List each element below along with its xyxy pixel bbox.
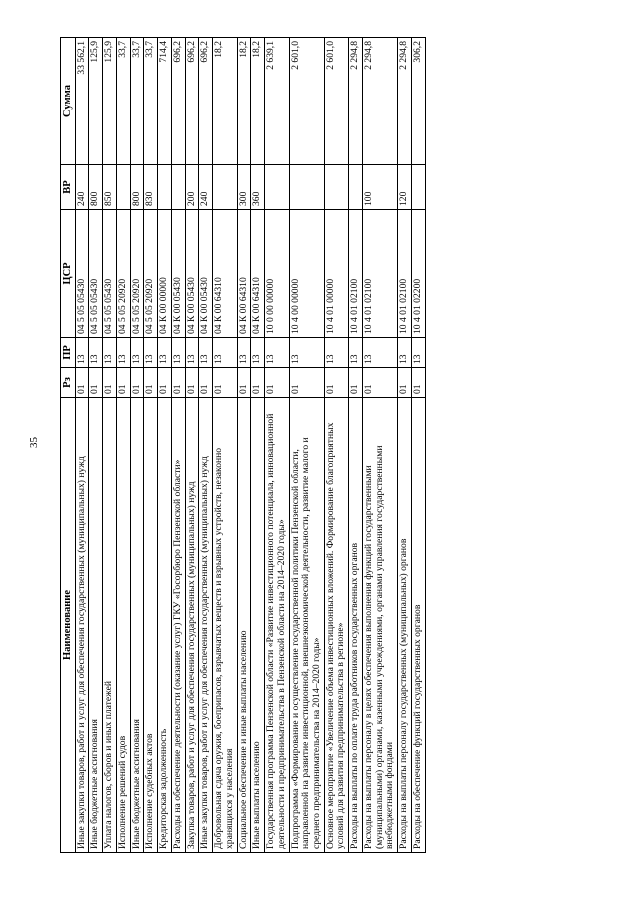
cell-sum: 33 562,1 bbox=[75, 38, 89, 165]
cell-csr: 04 5 05 05430 bbox=[75, 210, 89, 338]
cell-rz: 01 bbox=[251, 368, 265, 398]
cell-pr: 13 bbox=[144, 338, 158, 368]
table-row bbox=[251, 38, 265, 853]
cell-csr: 04 К 00 00000 bbox=[158, 210, 172, 338]
cell-vr bbox=[265, 165, 289, 210]
cell-vr bbox=[116, 165, 130, 210]
cell-vr: 120 bbox=[398, 165, 412, 210]
cell-csr: 04 К 00 64310 bbox=[251, 210, 265, 338]
table-row bbox=[289, 38, 324, 853]
cell-csr: 10 4 01 02100 bbox=[398, 210, 412, 338]
cell-vr: 240 bbox=[75, 165, 89, 210]
cell-rz: 01 bbox=[324, 368, 348, 398]
cell-csr: 10 4 01 00000 bbox=[324, 210, 348, 338]
cell-vr: 200 bbox=[185, 165, 199, 210]
cell-name: Подпрограмма «Формирование и осуществление государственной политики Пензенской области, направленной на развитие инвестиционной, внешнеэкономической деятельности, развитие малого и среднего предпринимательства на 2014–2020 годы» bbox=[289, 398, 324, 853]
cell-sum: 33,7 bbox=[144, 38, 158, 165]
cell-pr: 13 bbox=[213, 338, 237, 368]
cell-rz: 01 bbox=[362, 368, 397, 398]
cell-csr: 04 5 05 05430 bbox=[89, 210, 103, 338]
cell-sum: 33,7 bbox=[116, 38, 130, 165]
table-row bbox=[411, 38, 425, 853]
cell-sum: 2 639,1 bbox=[265, 38, 289, 165]
rotated-table-container bbox=[60, 38, 568, 853]
cell-rz: 01 bbox=[199, 368, 213, 398]
cell-rz: 01 bbox=[130, 368, 144, 398]
header-rz: Рз bbox=[61, 368, 76, 398]
cell-name: Расходы на обеспечение деятельности (оказание услуг) ГКУ «Госорбюро Пензенской области» bbox=[171, 398, 185, 853]
cell-pr: 13 bbox=[116, 338, 130, 368]
cell-vr bbox=[158, 165, 172, 210]
cell-name: Иные закупки товаров, работ и услуг для обеспечения государственных (муниципальных) нужд bbox=[75, 398, 89, 853]
cell-pr: 13 bbox=[75, 338, 89, 368]
table-row bbox=[130, 38, 144, 853]
cell-name: Расходы на обеспечение функций государственных органов bbox=[411, 398, 425, 853]
table-row bbox=[185, 38, 199, 853]
cell-pr: 13 bbox=[158, 338, 172, 368]
cell-csr: 04 К 00 05430 bbox=[171, 210, 185, 338]
cell-pr: 13 bbox=[185, 338, 199, 368]
cell-sum: 2 294,8 bbox=[362, 38, 397, 165]
cell-sum: 696,2 bbox=[199, 38, 213, 165]
cell-name: Государственная программа Пензенской области «Развитие инвестиционного потенциала, инновационной деятельности и предпринимательства в Пензенской области на 2014–2020 годы» bbox=[265, 398, 289, 853]
cell-vr bbox=[171, 165, 185, 210]
table-row bbox=[213, 38, 237, 853]
cell-name: Иные бюджетные ассигнования bbox=[89, 398, 103, 853]
table-row bbox=[199, 38, 213, 853]
cell-rz: 01 bbox=[185, 368, 199, 398]
cell-pr: 13 bbox=[237, 338, 251, 368]
cell-pr: 13 bbox=[349, 338, 363, 368]
table-row bbox=[144, 38, 158, 853]
cell-pr: 13 bbox=[251, 338, 265, 368]
table-row bbox=[398, 38, 412, 853]
cell-pr: 13 bbox=[411, 338, 425, 368]
cell-rz: 01 bbox=[289, 368, 324, 398]
cell-name: Расходы на выплаты персоналу в целях обеспечения выполнения функций государственными (муниципальными) органами, казенными учреждениями, органами управления государственными внебюджетными фондами bbox=[362, 398, 397, 853]
cell-name: Добровольная сдача оружия, боеприпасов, взрывчатых веществ и взрывных устройств, незаконно хранящихся у населения bbox=[213, 398, 237, 853]
cell-vr bbox=[289, 165, 324, 210]
cell-rz: 01 bbox=[398, 368, 412, 398]
cell-name: Иные закупки товаров, работ и услуг для обеспечения государственных (муниципальных) нужд bbox=[199, 398, 213, 853]
cell-csr: 10 4 01 02100 bbox=[362, 210, 397, 338]
cell-vr bbox=[324, 165, 348, 210]
cell-csr: 10 0 00 00000 bbox=[265, 210, 289, 338]
cell-pr: 13 bbox=[265, 338, 289, 368]
cell-sum: 18,2 bbox=[237, 38, 251, 165]
cell-sum: 33,7 bbox=[130, 38, 144, 165]
cell-rz: 01 bbox=[144, 368, 158, 398]
cell-csr: 04 5 05 05430 bbox=[103, 210, 117, 338]
cell-csr: 04 5 05 20920 bbox=[116, 210, 130, 338]
cell-name: Расходы на выплаты персоналу государственных (муниципальных) органов bbox=[398, 398, 412, 853]
cell-name: Кредиторская задолженность bbox=[158, 398, 172, 853]
cell-vr: 800 bbox=[89, 165, 103, 210]
table-row bbox=[324, 38, 348, 853]
cell-vr bbox=[213, 165, 237, 210]
cell-vr bbox=[411, 165, 425, 210]
cell-pr: 13 bbox=[362, 338, 397, 368]
cell-pr: 13 bbox=[199, 338, 213, 368]
table-row bbox=[349, 38, 363, 853]
cell-csr: 10 4 01 02200 bbox=[411, 210, 425, 338]
header-csr: ЦСР bbox=[61, 210, 76, 338]
cell-vr: 830 bbox=[144, 165, 158, 210]
cell-sum: 696,2 bbox=[171, 38, 185, 165]
table-row bbox=[362, 38, 397, 853]
table-header-row bbox=[61, 38, 76, 853]
cell-csr: 04 5 05 20920 bbox=[130, 210, 144, 338]
table-row bbox=[237, 38, 251, 853]
cell-name: Иные бюджетные ассигнования bbox=[130, 398, 144, 853]
cell-vr bbox=[349, 165, 363, 210]
cell-vr: 240 bbox=[199, 165, 213, 210]
table-row bbox=[116, 38, 130, 853]
cell-csr: 04 К 00 64310 bbox=[237, 210, 251, 338]
cell-sum: 714,4 bbox=[158, 38, 172, 165]
cell-sum: 125,9 bbox=[89, 38, 103, 165]
cell-pr: 13 bbox=[398, 338, 412, 368]
header-vr: ВР bbox=[61, 165, 76, 210]
cell-sum: 18,2 bbox=[213, 38, 237, 165]
cell-name: Иные выплаты населению bbox=[251, 398, 265, 853]
cell-name: Исполнение судебных актов bbox=[144, 398, 158, 853]
cell-csr: 10 4 00 00000 bbox=[289, 210, 324, 338]
cell-name: Исполнение решений судов bbox=[116, 398, 130, 853]
cell-csr: 04 К 00 64310 bbox=[213, 210, 237, 338]
cell-rz: 01 bbox=[75, 368, 89, 398]
cell-name: Социальное обеспечение и иные выплаты населению bbox=[237, 398, 251, 853]
cell-csr: 04 5 05 20920 bbox=[144, 210, 158, 338]
cell-sum: 2 601,0 bbox=[289, 38, 324, 165]
header-sum: Сумма bbox=[61, 38, 76, 165]
cell-rz: 01 bbox=[349, 368, 363, 398]
cell-rz: 01 bbox=[103, 368, 117, 398]
cell-vr: 800 bbox=[130, 165, 144, 210]
cell-name: Расходы на выплаты по оплате труда работников государственных органов bbox=[349, 398, 363, 853]
cell-pr: 13 bbox=[289, 338, 324, 368]
cell-rz: 01 bbox=[171, 368, 185, 398]
cell-sum: 2 294,8 bbox=[398, 38, 412, 165]
cell-sum: 696,2 bbox=[185, 38, 199, 165]
cell-vr: 100 bbox=[362, 165, 397, 210]
table-row bbox=[75, 38, 89, 853]
cell-sum: 18,2 bbox=[251, 38, 265, 165]
header-pr: ПР bbox=[61, 338, 76, 368]
cell-name: Закупка товаров, работ и услуг для обеспечения государственных (муниципальных) нужд bbox=[185, 398, 199, 853]
cell-rz: 01 bbox=[411, 368, 425, 398]
cell-name: Основное мероприятие «Увеличение объема инвестиционных вложений. Формирование благоприятных условий для развития предпринимательства в регионе» bbox=[324, 398, 348, 853]
cell-rz: 01 bbox=[116, 368, 130, 398]
cell-vr: 360 bbox=[251, 165, 265, 210]
cell-rz: 01 bbox=[265, 368, 289, 398]
cell-sum: 125,9 bbox=[103, 38, 117, 165]
cell-csr: 04 К 00 05430 bbox=[185, 210, 199, 338]
table-row bbox=[171, 38, 185, 853]
cell-vr: 850 bbox=[103, 165, 117, 210]
cell-sum: 306,2 bbox=[411, 38, 425, 165]
cell-rz: 01 bbox=[89, 368, 103, 398]
page-number: 35 bbox=[28, 437, 40, 448]
cell-csr: 04 К 00 05430 bbox=[199, 210, 213, 338]
cell-rz: 01 bbox=[213, 368, 237, 398]
table-row bbox=[89, 38, 103, 853]
table-row bbox=[103, 38, 117, 853]
header-name: Наименование bbox=[61, 398, 76, 853]
cell-pr: 13 bbox=[130, 338, 144, 368]
cell-vr: 300 bbox=[237, 165, 251, 210]
table-row bbox=[158, 38, 172, 853]
cell-rz: 01 bbox=[158, 368, 172, 398]
cell-sum: 2 294,8 bbox=[349, 38, 363, 165]
cell-sum: 2 601,0 bbox=[324, 38, 348, 165]
cell-rz: 01 bbox=[237, 368, 251, 398]
cell-pr: 13 bbox=[89, 338, 103, 368]
cell-pr: 13 bbox=[103, 338, 117, 368]
table-row bbox=[265, 38, 289, 853]
budget-table bbox=[60, 37, 426, 853]
cell-pr: 13 bbox=[171, 338, 185, 368]
cell-pr: 13 bbox=[324, 338, 348, 368]
cell-csr: 10 4 01 02100 bbox=[349, 210, 363, 338]
cell-name: Уплата налогов, сборов и иных платежей bbox=[103, 398, 117, 853]
